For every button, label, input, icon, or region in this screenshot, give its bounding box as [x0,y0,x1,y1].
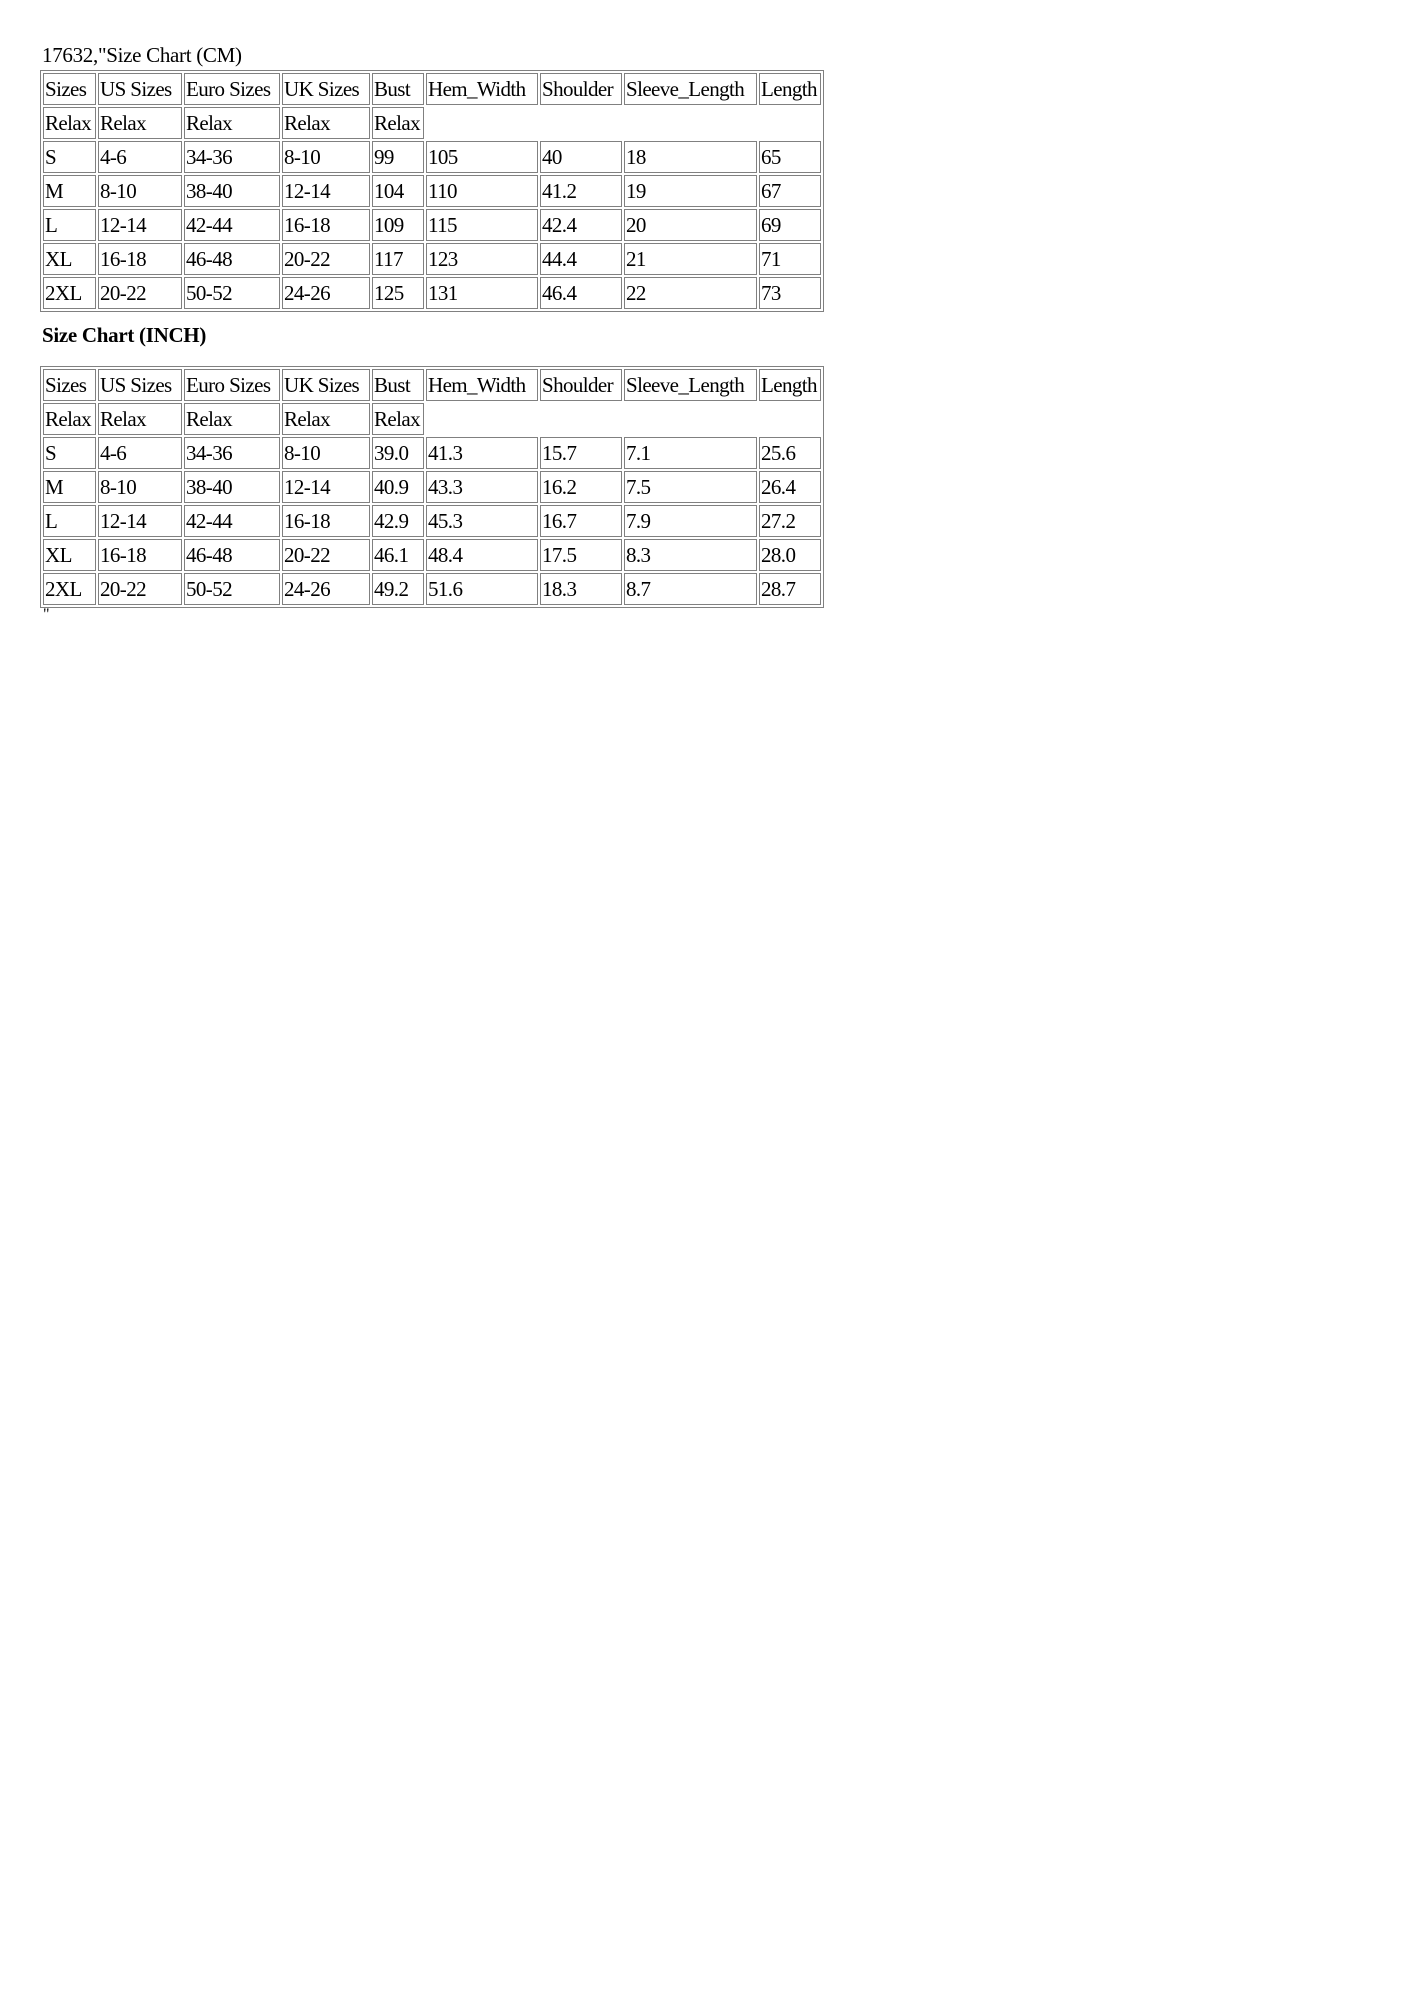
table-cell: 71 [759,243,821,275]
table-cell: 27.2 [759,505,821,537]
inch-header-bust: Bust [372,369,424,401]
table-cell: M [43,175,96,207]
table-cell: 16-18 [282,209,370,241]
table-cell: 109 [372,209,424,241]
table-row [43,539,821,571]
inch-header-us-sizes: US Sizes [98,369,182,401]
table-cell: 48.4 [426,539,538,571]
inch-header-sleeve-length: Sleeve_Length [624,369,757,401]
table-cell: 12-14 [98,505,182,537]
cm-header-row [43,73,821,105]
table-cell: 67 [759,175,821,207]
table-cell: 19 [624,175,757,207]
table-cell: 43.3 [426,471,538,503]
cm-fit-row [43,107,821,139]
table-cell: 50-52 [184,277,280,309]
table-cell: 16-18 [98,243,182,275]
table-cell: 12-14 [282,175,370,207]
table-cell: 38-40 [184,471,280,503]
inch-header-length: Length [759,369,821,401]
table-cell: 42-44 [184,209,280,241]
table-cell: 20-22 [282,539,370,571]
table-cell: 104 [372,175,424,207]
cm-header-bust: Bust [372,73,424,105]
inch-header-shoulder: Shoulder [540,369,622,401]
table-cell: 4-6 [98,141,182,173]
cm-header-hem-width: Hem_Width [426,73,538,105]
inch-header-sizes: Sizes [43,369,96,401]
table-cell: XL [43,539,96,571]
table-cell: 46-48 [184,539,280,571]
table-cell: 18 [624,141,757,173]
table-cell: 8-10 [98,471,182,503]
section-spacer [42,312,862,320]
table-cell: 24-26 [282,573,370,605]
table-cell: 16.2 [540,471,622,503]
table-cell: 69 [759,209,821,241]
table-cell: 20 [624,209,757,241]
table-cell: 73 [759,277,821,309]
table-cell: 22 [624,277,757,309]
closing-quote-mark: " [43,606,50,623]
table-cell: 42.9 [372,505,424,537]
table-cell: L [43,209,96,241]
inch-fit-row-blank [426,403,821,435]
table-row [43,243,821,275]
table-cell: 12-14 [282,471,370,503]
table-cell: 20-22 [282,243,370,275]
size-chart-document [42,40,862,622]
table-cell: 7.1 [624,437,757,469]
table-cell: 15.7 [540,437,622,469]
table-cell: 42-44 [184,505,280,537]
cm-header-shoulder: Shoulder [540,73,622,105]
table-cell: 49.2 [372,573,424,605]
table-cell: 115 [426,209,538,241]
table-cell: 25.6 [759,437,821,469]
table-cell: 34-36 [184,141,280,173]
table-cell: 4-6 [98,437,182,469]
table-cell: 17.5 [540,539,622,571]
table-row [43,437,821,469]
inch-fit-cell: Relax [282,403,370,435]
table-cell: XL [43,243,96,275]
table-cell: 110 [426,175,538,207]
cm-header-sleeve-length: Sleeve_Length [624,73,757,105]
inch-fit-cell: Relax [43,403,96,435]
table-row [43,141,821,173]
table-cell: 34-36 [184,437,280,469]
table-cell: 18.3 [540,573,622,605]
table-cell: 8-10 [98,175,182,207]
table-cell: 8-10 [282,141,370,173]
cm-header-us-sizes: US Sizes [98,73,182,105]
table-row [43,209,821,241]
table-cell: S [43,141,96,173]
table-row [43,277,821,309]
table-cell: 99 [372,141,424,173]
table-cell: 42.4 [540,209,622,241]
table-cell: 45.3 [426,505,538,537]
cm-header-sizes: Sizes [43,73,96,105]
section-spacer [42,350,862,366]
table-cell: 131 [426,277,538,309]
cm-header-euro-sizes: Euro Sizes [184,73,280,105]
inch-fit-cell: Relax [184,403,280,435]
table-cell: 20-22 [98,277,182,309]
cm-fit-cell: Relax [282,107,370,139]
table-row [43,505,821,537]
table-cell: 8.3 [624,539,757,571]
table-cell: 8.7 [624,573,757,605]
cm-fit-row-blank [426,107,821,139]
table-cell: 28.7 [759,573,821,605]
table-cell: 38-40 [184,175,280,207]
table-cell: 39.0 [372,437,424,469]
cm-header-uk-sizes: UK Sizes [282,73,370,105]
table-cell: 7.5 [624,471,757,503]
table-row [43,175,821,207]
table-cell: 12-14 [98,209,182,241]
cm-fit-cell: Relax [43,107,96,139]
table-cell: 46.4 [540,277,622,309]
table-cell: L [43,505,96,537]
inch-fit-cell: Relax [372,403,424,435]
table-cell: 51.6 [426,573,538,605]
table-cell: 44.4 [540,243,622,275]
inch-chart-heading: Size Chart (INCH) [42,323,207,347]
table-cell: S [43,437,96,469]
table-cell: M [43,471,96,503]
table-cell: 46.1 [372,539,424,571]
table-cell: 20-22 [98,573,182,605]
table-cell: 8-10 [282,437,370,469]
table-cell: 24-26 [282,277,370,309]
table-cell: 16.7 [540,505,622,537]
table-cell: 16-18 [98,539,182,571]
inch-fit-cell: Relax [98,403,182,435]
inch-header-euro-sizes: Euro Sizes [184,369,280,401]
table-cell: 40.9 [372,471,424,503]
cm-chart-heading: 17632,"Size Chart (CM) [42,43,242,67]
table-cell: 123 [426,243,538,275]
table-cell: 2XL [43,277,96,309]
table-cell: 16-18 [282,505,370,537]
table-cell: 41.3 [426,437,538,469]
cm-fit-cell: Relax [372,107,424,139]
table-cell: 105 [426,141,538,173]
table-cell: 50-52 [184,573,280,605]
table-cell: 125 [372,277,424,309]
inch-header-uk-sizes: UK Sizes [282,369,370,401]
table-cell: 2XL [43,573,96,605]
table-row [43,573,821,605]
table-cell: 21 [624,243,757,275]
cm-header-length: Length [759,73,821,105]
cm-fit-cell: Relax [184,107,280,139]
table-cell: 117 [372,243,424,275]
table-cell: 40 [540,141,622,173]
table-cell: 26.4 [759,471,821,503]
table-cell: 7.9 [624,505,757,537]
table-row [43,471,821,503]
inch-size-table [40,366,824,608]
cm-fit-cell: Relax [98,107,182,139]
inch-header-hem-width: Hem_Width [426,369,538,401]
table-cell: 65 [759,141,821,173]
inch-header-row [43,369,821,401]
table-cell: 28.0 [759,539,821,571]
cm-size-table [40,70,824,312]
table-cell: 46-48 [184,243,280,275]
inch-fit-row [43,403,821,435]
table-cell: 41.2 [540,175,622,207]
